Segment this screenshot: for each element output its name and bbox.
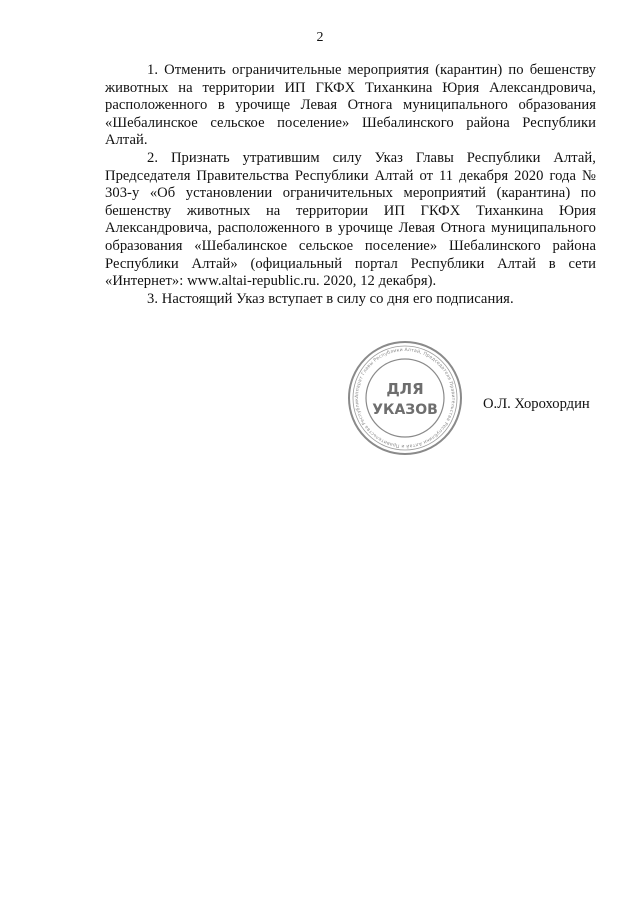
signer-name: О.Л. Хорохордин	[483, 396, 590, 412]
paragraph-2: 2. Признать утратившим силу Указ Главы Республики Алтай, Председателя Правительства Республики Алтай от 11 декабря 2020 года № 303-у «Об установлении ограничительных мероприятий (карантина) по бешенству животных на территории ИП ГКФХ Тиханкина Юрия Александровича, расположенного в урочище Левая Отнога муниципального образования «Шебалинское сельское поселение» Шебалинского района Республики Алтай» (официальный портал Республики Алтай в сети «Интернет»: www.altai-republic.ru. 2020, 12 декабря).	[105, 149, 596, 290]
seal-line-1: ДЛЯ	[386, 380, 424, 398]
document-body	[105, 62, 596, 308]
seal-ring-text: Аппарат Главы Республики Алтай, Председателя Правительства Республики Алтай и Правительства Республик	[354, 347, 456, 449]
signature-block	[340, 330, 605, 460]
official-seal-stamp	[340, 338, 470, 458]
paragraph-1: 1. Отменить ограничительные мероприятия (карантин) по бешенству животных на территории ИП ГКФХ Тиханкина Юрия Александровича, расположенного в урочище Левая Отнога муниципального образования «Шебалинское сельское поселение» Шебалинского района Республики Алтай.	[105, 62, 596, 149]
page-number: 2	[316, 30, 324, 45]
seal-line-2: УКАЗОВ	[372, 402, 438, 418]
paragraph-3: 3. Настоящий Указ вступает в силу со дня его подписания.	[147, 290, 514, 307]
